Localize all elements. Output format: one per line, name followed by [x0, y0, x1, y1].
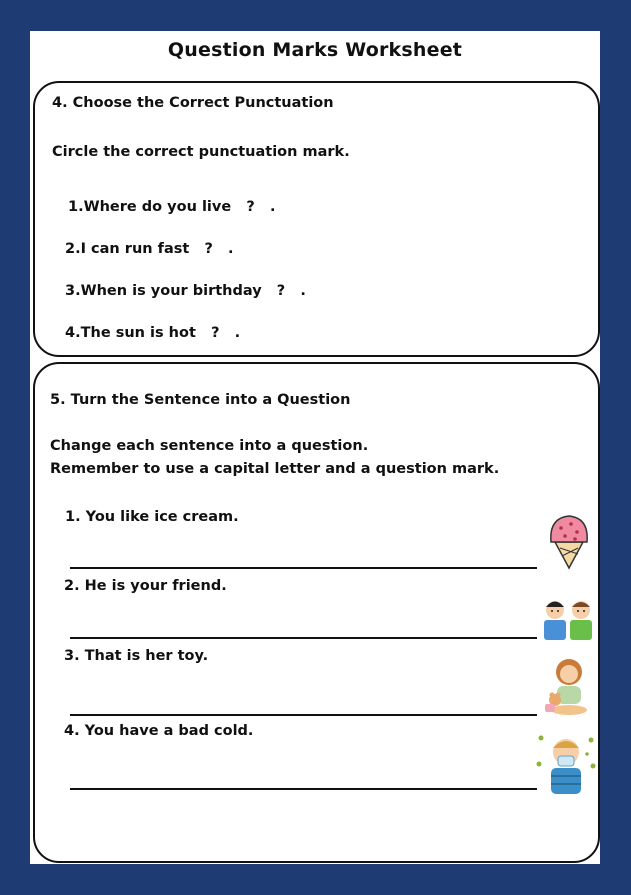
section-5-box: [33, 362, 600, 863]
punctuation-item: [68, 199, 275, 215]
option-period[interactable]: .: [300, 283, 306, 299]
section-5-instruction-line2: Remember to use a capital letter and a question mark.: [50, 461, 500, 477]
answer-line[interactable]: [70, 637, 537, 639]
sentence-item: 1. You like ice cream.: [65, 509, 239, 525]
sick-boy-icon: [535, 730, 597, 800]
item-number: 4.: [65, 325, 81, 341]
option-question-mark[interactable]: ?: [211, 325, 220, 341]
punctuation-item: [65, 283, 306, 299]
item-text: I can run fast: [80, 241, 190, 257]
worksheet-title: Question Marks Worksheet: [167, 39, 463, 61]
option-question-mark[interactable]: ?: [246, 199, 255, 215]
answer-line[interactable]: [70, 788, 537, 790]
sentence-item: 2. He is your friend.: [64, 578, 227, 594]
friends-icon: [540, 594, 596, 646]
option-period[interactable]: .: [228, 241, 234, 257]
item-text: When is your birthday: [80, 283, 262, 299]
sentence-item: 3. That is her toy.: [64, 648, 209, 664]
girl-with-toy-icon: [543, 654, 595, 720]
ice-cream-icon: [547, 512, 591, 574]
item-number: 1.: [68, 199, 84, 215]
section-4-box: [33, 81, 600, 357]
item-text: The sun is hot: [80, 325, 196, 341]
section-4-instruction: Circle the correct punctuation mark.: [52, 144, 350, 160]
worksheet-page: [30, 31, 600, 864]
item-number: 3.: [65, 283, 81, 299]
option-question-mark[interactable]: ?: [204, 241, 213, 257]
section-5-title: 5. Turn the Sentence into a Question: [50, 392, 351, 408]
option-period[interactable]: .: [269, 199, 276, 215]
answer-line[interactable]: [70, 567, 537, 569]
punctuation-item: [65, 241, 234, 257]
section-4-title: 4. Choose the Correct Punctuation: [52, 95, 334, 111]
option-question-mark[interactable]: ?: [276, 283, 286, 299]
sentence-item: 4. You have a bad cold.: [64, 723, 254, 739]
item-text: Where do you live: [83, 199, 232, 215]
option-period[interactable]: .: [234, 325, 241, 341]
answer-line[interactable]: [70, 714, 537, 716]
item-number: 2.: [65, 241, 81, 257]
punctuation-item: [65, 325, 240, 341]
section-5-instruction-line1: Change each sentence into a question.: [50, 438, 369, 454]
